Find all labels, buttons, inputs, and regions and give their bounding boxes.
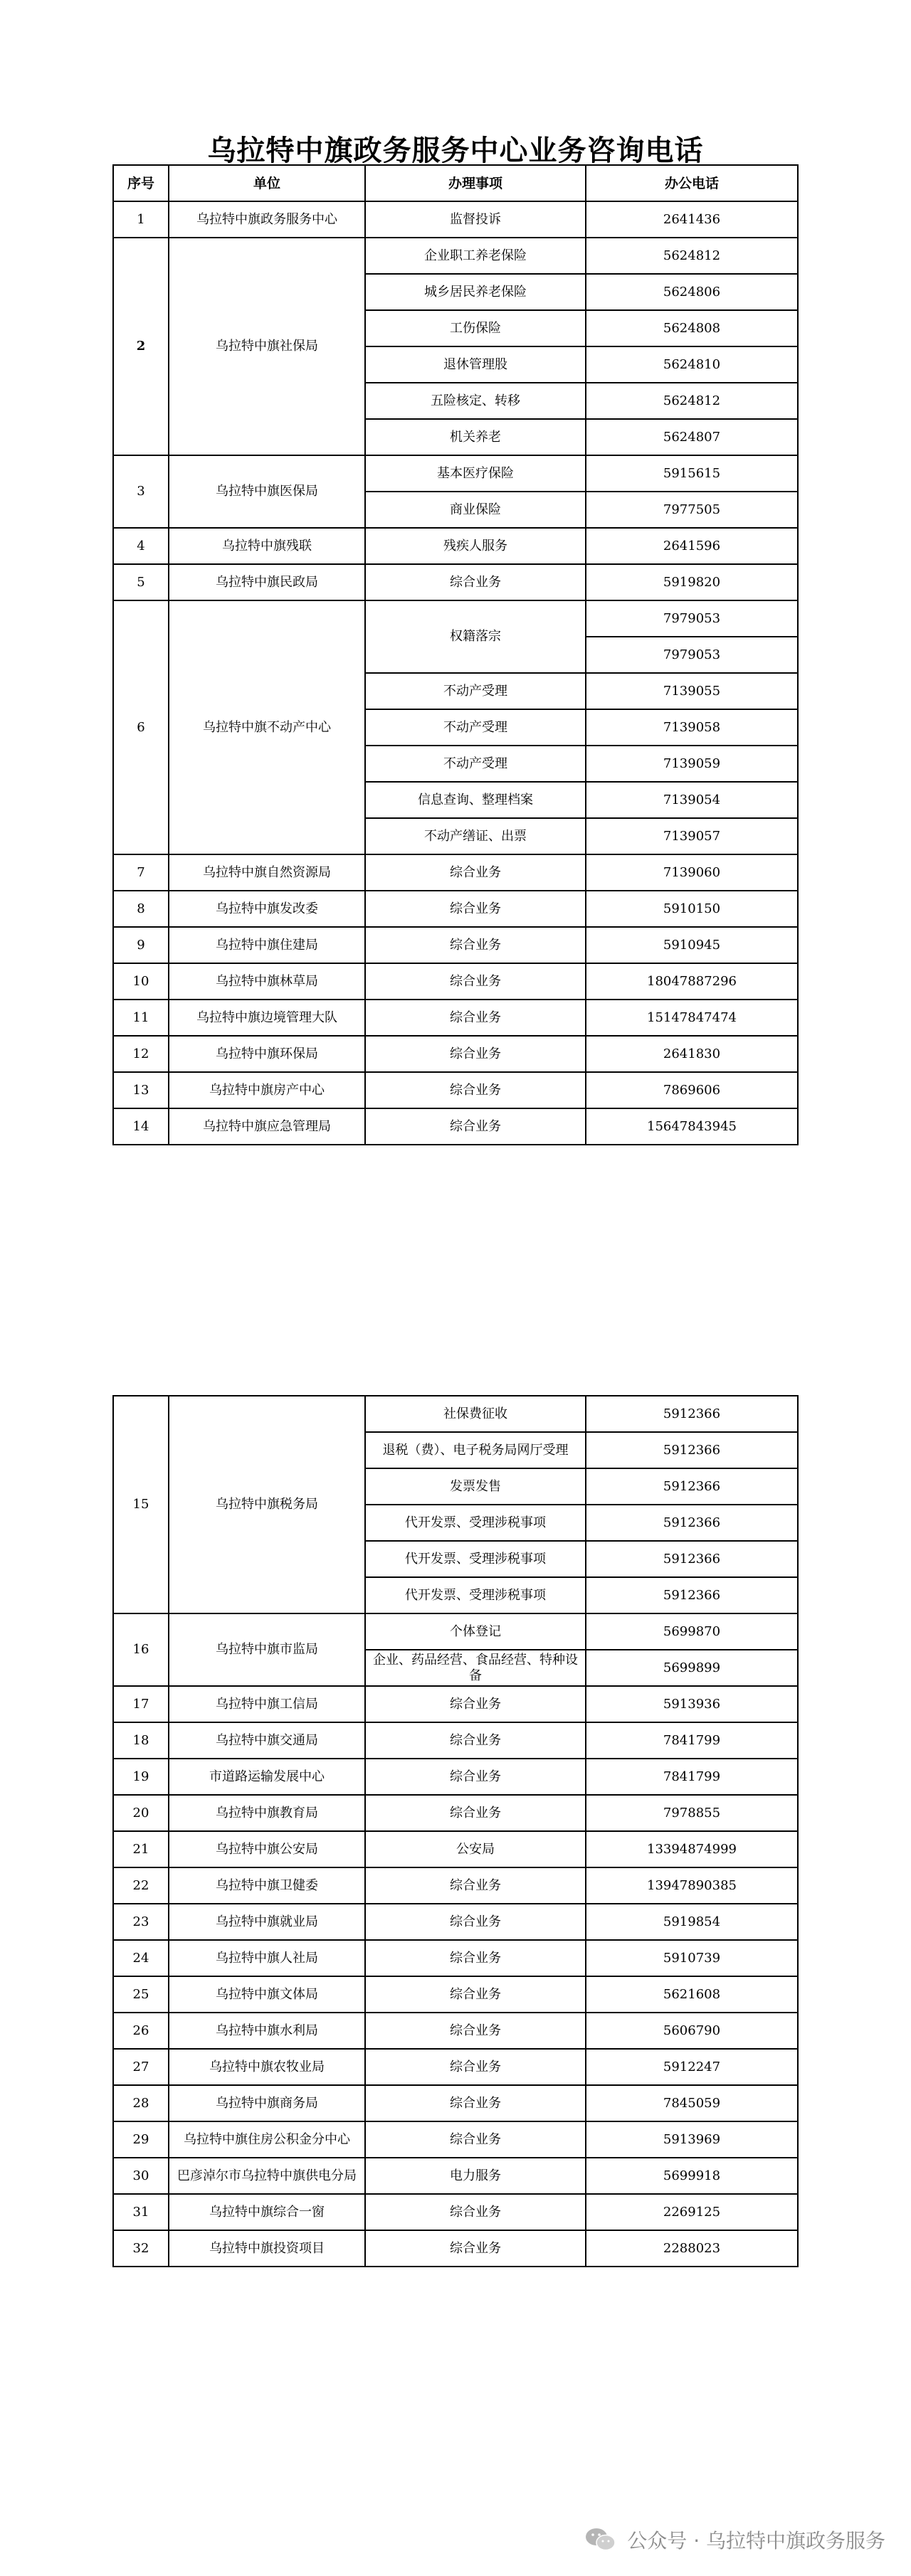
- service-item: 综合业务: [365, 2049, 586, 2085]
- office-phone: 7139055: [586, 673, 798, 709]
- unit-name: 乌拉特中旗发改委: [169, 891, 365, 927]
- service-item: 机关养老: [365, 419, 586, 455]
- unit-name: 乌拉特中旗政务服务中心: [169, 201, 365, 238]
- table-row: [113, 600, 798, 637]
- row-number: 18: [113, 1722, 169, 1759]
- row-number: 27: [113, 2049, 169, 2085]
- unit-name: 乌拉特中旗水利局: [169, 2013, 365, 2049]
- unit-name: 乌拉特中旗应急管理局: [169, 1108, 365, 1145]
- row-number: 21: [113, 1831, 169, 1867]
- header-no: 序号: [113, 165, 169, 201]
- table-row: [113, 1976, 798, 2013]
- table-row: [113, 1000, 798, 1036]
- service-item: 不动产受理: [365, 709, 586, 746]
- office-phone: 18047887296: [586, 963, 798, 1000]
- row-number: 4: [113, 528, 169, 564]
- office-phone: 7139058: [586, 709, 798, 746]
- table-row: [113, 1613, 798, 1650]
- table-row: [113, 1795, 798, 1831]
- service-item: 不动产受理: [365, 746, 586, 782]
- service-item: 综合业务: [365, 1036, 586, 1072]
- unit-name: 乌拉特中旗工信局: [169, 1686, 365, 1722]
- unit-name: 乌拉特中旗林草局: [169, 963, 365, 1000]
- service-item: 电力服务: [365, 2158, 586, 2194]
- unit-name: 巴彦淖尔市乌拉特中旗供电分局: [169, 2158, 365, 2194]
- office-phone: 5910945: [586, 927, 798, 963]
- office-phone: 5624812: [586, 238, 798, 274]
- watermark-text: 公众号 · 乌拉特中旗政务服务: [627, 2529, 885, 2553]
- row-number: 30: [113, 2158, 169, 2194]
- unit-name: 乌拉特中旗税务局: [169, 1396, 365, 1613]
- table-row: [113, 2121, 798, 2158]
- office-phone: 5912366: [586, 1541, 798, 1577]
- header-phone: 办公电话: [586, 165, 798, 201]
- service-item: 城乡居民养老保险: [365, 274, 586, 310]
- service-item: 五险核定、转移: [365, 383, 586, 419]
- office-phone: 5912366: [586, 1505, 798, 1541]
- unit-name: 乌拉特中旗农牧业局: [169, 2049, 365, 2085]
- row-number: 19: [113, 1759, 169, 1795]
- unit-name: 乌拉特中旗住建局: [169, 927, 365, 963]
- service-item: 综合业务: [365, 1904, 586, 1940]
- office-phone: 5912247: [586, 2049, 798, 2085]
- office-phone: 7139057: [586, 818, 798, 854]
- table-row: [113, 1940, 798, 1976]
- header-item: 办理事项: [365, 165, 586, 201]
- office-phone: 5913969: [586, 2121, 798, 2158]
- office-phone: 7979053: [586, 600, 798, 637]
- service-item: 残疾人服务: [365, 528, 586, 564]
- service-item: 综合业务: [365, 927, 586, 963]
- row-number: 23: [113, 1904, 169, 1940]
- office-phone: 5606790: [586, 2013, 798, 2049]
- service-item: 发票发售: [365, 1468, 586, 1505]
- office-phone: 5624806: [586, 274, 798, 310]
- office-phone: 7978855: [586, 1795, 798, 1831]
- table-row: [113, 1722, 798, 1759]
- office-phone: 5919854: [586, 1904, 798, 1940]
- service-item: 综合业务: [365, 1686, 586, 1722]
- service-item: 不动产受理: [365, 673, 586, 709]
- service-item: 信息查询、整理档案: [365, 782, 586, 818]
- service-item: 综合业务: [365, 1108, 586, 1145]
- row-number: 15: [113, 1396, 169, 1613]
- service-item: 综合业务: [365, 1940, 586, 1976]
- table-row: [113, 891, 798, 927]
- service-item: 商业保险: [365, 492, 586, 528]
- row-number: 25: [113, 1976, 169, 2013]
- table-row: [113, 201, 798, 238]
- table-body-part-2: [113, 1396, 798, 2267]
- table-row: [113, 238, 798, 274]
- row-number: 20: [113, 1795, 169, 1831]
- table-row: [113, 1686, 798, 1722]
- office-phone: 7841799: [586, 1722, 798, 1759]
- row-number: 22: [113, 1867, 169, 1904]
- office-phone: 5699870: [586, 1613, 798, 1650]
- office-phone: 7845059: [586, 2085, 798, 2121]
- office-phone: 7869606: [586, 1072, 798, 1108]
- table-row: [113, 2085, 798, 2121]
- office-phone: 5913936: [586, 1686, 798, 1722]
- office-phone: 5699918: [586, 2158, 798, 2194]
- unit-name: 乌拉特中旗自然资源局: [169, 854, 365, 891]
- office-phone: 13947890385: [586, 1867, 798, 1904]
- row-number: 1: [113, 201, 169, 238]
- office-phone: 7139060: [586, 854, 798, 891]
- unit-name: 乌拉特中旗教育局: [169, 1795, 365, 1831]
- wechat-icon: [584, 2527, 617, 2553]
- table-row: [113, 2049, 798, 2085]
- table-row: [113, 1396, 798, 1432]
- office-phone: 7841799: [586, 1759, 798, 1795]
- table-row: [113, 1759, 798, 1795]
- service-item: 综合业务: [365, 564, 586, 600]
- office-phone: 15147847474: [586, 1000, 798, 1036]
- row-number: 12: [113, 1036, 169, 1072]
- table-row: [113, 963, 798, 1000]
- unit-name: 乌拉特中旗住房公积金分中心: [169, 2121, 365, 2158]
- unit-name: 乌拉特中旗医保局: [169, 455, 365, 528]
- row-number: 31: [113, 2194, 169, 2230]
- row-number: 28: [113, 2085, 169, 2121]
- service-item: 公安局: [365, 1831, 586, 1867]
- office-phone: 2641596: [586, 528, 798, 564]
- unit-name: 市道路运输发展中心: [169, 1759, 365, 1795]
- unit-name: 乌拉特中旗卫健委: [169, 1867, 365, 1904]
- service-item: 综合业务: [365, 2194, 586, 2230]
- unit-name: 乌拉特中旗残联: [169, 528, 365, 564]
- row-number: 17: [113, 1686, 169, 1722]
- unit-name: 乌拉特中旗商务局: [169, 2085, 365, 2121]
- row-number: 6: [113, 600, 169, 854]
- service-item: 监督投诉: [365, 201, 586, 238]
- service-item: 不动产缮证、出票: [365, 818, 586, 854]
- service-item: 基本医疗保险: [365, 455, 586, 492]
- table-row: [113, 1036, 798, 1072]
- office-phone: 7139059: [586, 746, 798, 782]
- table-row: [113, 1904, 798, 1940]
- table-row: [113, 1867, 798, 1904]
- service-item: 综合业务: [365, 1072, 586, 1108]
- row-number: 32: [113, 2230, 169, 2267]
- service-item: 综合业务: [365, 2121, 586, 2158]
- table-row: [113, 564, 798, 600]
- table-row: [113, 2194, 798, 2230]
- service-item: 综合业务: [365, 1867, 586, 1904]
- office-phone: 5915615: [586, 455, 798, 492]
- service-item: 企业职工养老保险: [365, 238, 586, 274]
- office-phone: 5624807: [586, 419, 798, 455]
- unit-name: 乌拉特中旗公安局: [169, 1831, 365, 1867]
- unit-name: 乌拉特中旗边境管理大队: [169, 1000, 365, 1036]
- office-phone: 5912366: [586, 1577, 798, 1613]
- service-item: 代开发票、受理涉税事项: [365, 1505, 586, 1541]
- service-item: 代开发票、受理涉税事项: [365, 1541, 586, 1577]
- service-item: 综合业务: [365, 2013, 586, 2049]
- service-item: 综合业务: [365, 1976, 586, 2013]
- office-phone: 5919820: [586, 564, 798, 600]
- office-phone: 2269125: [586, 2194, 798, 2230]
- service-item: 综合业务: [365, 1722, 586, 1759]
- service-item: 综合业务: [365, 2230, 586, 2267]
- service-item: 退休管理股: [365, 346, 586, 383]
- office-phone: 2288023: [586, 2230, 798, 2267]
- office-phone: 5621608: [586, 1976, 798, 2013]
- table-body-part-1: [113, 201, 798, 1145]
- table-row: [113, 2158, 798, 2194]
- office-phone: 5912366: [586, 1432, 798, 1468]
- unit-name: 乌拉特中旗文体局: [169, 1976, 365, 2013]
- header-unit: 单位: [169, 165, 365, 201]
- service-item: 权籍落宗: [365, 600, 586, 673]
- service-item: 退税（费）、电子税务局网厅受理: [365, 1432, 586, 1468]
- row-number: 5: [113, 564, 169, 600]
- table-row: [113, 2230, 798, 2267]
- row-number: 11: [113, 1000, 169, 1036]
- office-phone: 7139054: [586, 782, 798, 818]
- service-item: 综合业务: [365, 963, 586, 1000]
- table-row: [113, 1108, 798, 1145]
- row-number: 8: [113, 891, 169, 927]
- row-number: 13: [113, 1072, 169, 1108]
- row-number: 7: [113, 854, 169, 891]
- office-phone: 2641436: [586, 201, 798, 238]
- office-phone: 5910739: [586, 1940, 798, 1976]
- unit-name: 乌拉特中旗综合一窗: [169, 2194, 365, 2230]
- office-phone: 5912366: [586, 1468, 798, 1505]
- service-item: 综合业务: [365, 1795, 586, 1831]
- unit-name: 乌拉特中旗就业局: [169, 1904, 365, 1940]
- service-item: 综合业务: [365, 854, 586, 891]
- office-phone: 15647843945: [586, 1108, 798, 1145]
- phone-table-part-1: [112, 164, 799, 1145]
- service-item: 个体登记: [365, 1613, 586, 1650]
- table-row: [113, 2013, 798, 2049]
- row-number: 26: [113, 2013, 169, 2049]
- office-phone: 13394874999: [586, 1831, 798, 1867]
- office-phone: 5624812: [586, 383, 798, 419]
- unit-name: 乌拉特中旗社保局: [169, 238, 365, 455]
- table-row: [113, 455, 798, 492]
- unit-name: 乌拉特中旗不动产中心: [169, 600, 365, 854]
- unit-name: 乌拉特中旗投资项目: [169, 2230, 365, 2267]
- unit-name: 乌拉特中旗市监局: [169, 1613, 365, 1686]
- office-phone: 5910150: [586, 891, 798, 927]
- unit-name: 乌拉特中旗民政局: [169, 564, 365, 600]
- office-phone: 2641830: [586, 1036, 798, 1072]
- row-number: 2: [113, 238, 169, 455]
- page-title: 乌拉特中旗政务服务中心业务咨询电话: [207, 134, 704, 167]
- phone-table-part-2: [112, 1395, 799, 2267]
- office-phone: 7979053: [586, 637, 798, 673]
- row-number: 29: [113, 2121, 169, 2158]
- watermark: [584, 2524, 885, 2555]
- service-item: 综合业务: [365, 1759, 586, 1795]
- row-number: 24: [113, 1940, 169, 1976]
- service-item: 综合业务: [365, 2085, 586, 2121]
- office-phone: 5624810: [586, 346, 798, 383]
- unit-name: 乌拉特中旗交通局: [169, 1722, 365, 1759]
- office-phone: 5699899: [586, 1650, 798, 1686]
- service-item: 工伤保险: [365, 310, 586, 346]
- unit-name: 乌拉特中旗房产中心: [169, 1072, 365, 1108]
- service-item: 综合业务: [365, 1000, 586, 1036]
- row-number: 9: [113, 927, 169, 963]
- row-number: 14: [113, 1108, 169, 1145]
- table-row: [113, 854, 798, 891]
- unit-name: 乌拉特中旗环保局: [169, 1036, 365, 1072]
- row-number: 3: [113, 455, 169, 528]
- row-number: 16: [113, 1613, 169, 1686]
- service-item: 社保费征收: [365, 1396, 586, 1432]
- office-phone: 7977505: [586, 492, 798, 528]
- table-header-row: [113, 165, 798, 201]
- office-phone: 5912366: [586, 1396, 798, 1432]
- office-phone: 5624808: [586, 310, 798, 346]
- table-row: [113, 528, 798, 564]
- unit-name: 乌拉特中旗人社局: [169, 1940, 365, 1976]
- table-row: [113, 927, 798, 963]
- table-row: [113, 1831, 798, 1867]
- service-item: 企业、药品经营、食品经营、特种设备: [365, 1650, 586, 1686]
- table-row: [113, 1072, 798, 1108]
- service-item: 代开发票、受理涉税事项: [365, 1577, 586, 1613]
- row-number: 10: [113, 963, 169, 1000]
- service-item: 综合业务: [365, 891, 586, 927]
